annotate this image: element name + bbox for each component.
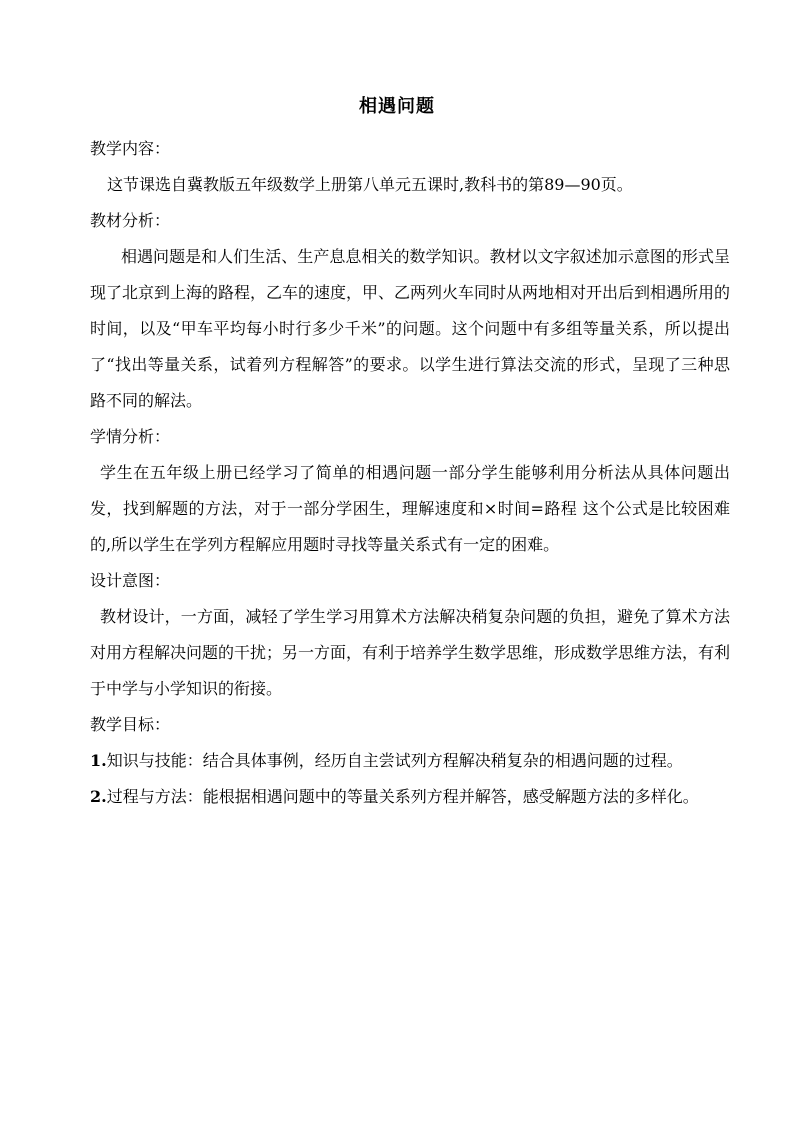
section-heading-teaching-content: 教学内容： [90,139,171,158]
paragraph-learner-analysis: 学生在五年级上册已经学习了简单的相遇问题一部分学生能够利用分析法从具体问题出发，找到解题的方法，对于一部分学困生，理解速度和×时间=路程 这个公式是比较困难的,所以学生在学列方程解应用题时寻找等量关系式有一定的困难。 [90,463,730,554]
section-heading-material-analysis: 教材分析： [90,211,171,230]
section-heading-teaching-goals: 教学目标： [90,715,171,734]
goal-number-1: 1. [90,751,107,770]
goal-item-2 [90,779,730,815]
paragraph-design-intent: 教材设计，一方面，减轻了学生学习用算术方法解决稍复杂问题的负担，避免了算术方法对用方程解决问题的干扰；另一方面，有利于培养学生数学思维，形成数学思维方法，有利于中学与小学知识的衔接。 [90,607,731,698]
goal-text-2: 过程与方法：能根据相遇问题中的等量关系列方程并解答，感受解题方法的多样化。 [106,787,699,806]
section-heading-learner-analysis: 学情分析： [90,427,171,446]
section-heading-design-intent: 设计意图： [90,571,171,590]
goal-text-1: 知识与技能：结合具体事例，经历自主尝试列方程解决稍复杂的相遇问题的过程。 [106,751,683,770]
goal-number-2: 2. [90,787,107,806]
goal-item-1 [90,743,730,779]
paragraph-material-analysis: 相遇问题是和人们生活、生产息息相关的数学知识。教材以文字叙述加示意图的形式呈现了北京到上海的路程，乙车的速度，甲、乙两列火车同时从两地相对开出后到相遇所用的时间，以及“甲车平均每小时行多少千米”的问题。这个问题中有多组等量关系，所以提出了“找出等量关系，试着列方程解答”的要求。以学生进行算法交流的形式，呈现了三种思路不同的解法。 [90,247,731,410]
page-title: 相遇问题 [359,96,435,117]
document-body [90,131,730,815]
paragraph-teaching-content: 这节课选自冀教版五年级数学上册第八单元五课时,教科书的第89—90页。 [107,175,633,194]
